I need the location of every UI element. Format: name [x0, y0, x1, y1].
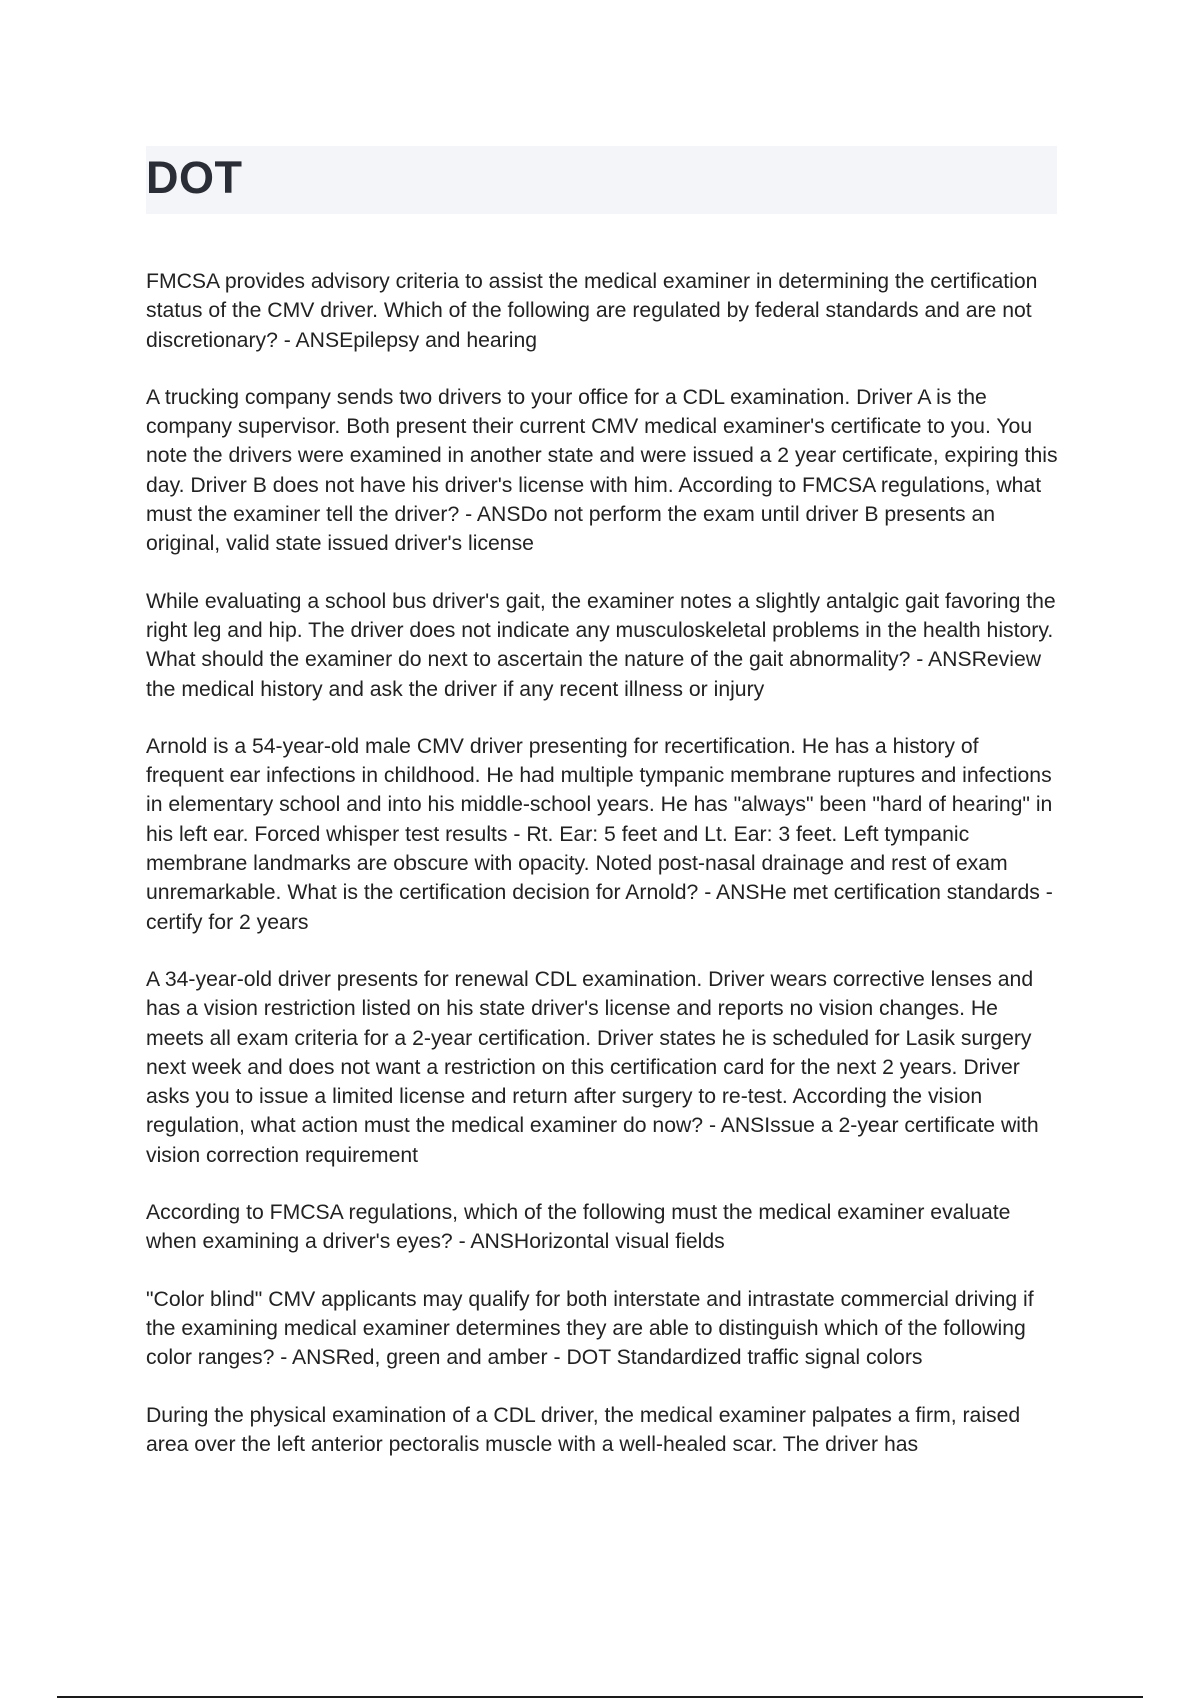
page-divider	[57, 1696, 1143, 1698]
document-body	[146, 267, 1061, 1487]
paragraph: Arnold is a 54-year-old male CMV driver presenting for recertification. He has a history of frequent ear infections in childhood. He had multiple tympanic membrane ruptures and infections in elementary school and into his middle-school years. He has "always" been "hard of hearing" in his left ear. Forced whisper test results - Rt. Ear: 5 feet and Lt. Ear: 3 feet. Left tympanic membrane landmarks are obscure with opacity. Noted post-nasal drainage and rest of exam unremarkable. What is the certification decision for Arnold? - ANSHe met certification standards - certify for 2 years	[146, 734, 1053, 934]
paragraph: A trucking company sends two drivers to your office for a CDL examination. Driver A is the company supervisor. Both present their current CMV medical examiner's certificate to you. You note the drivers were examined in another state and were issued a 2 year certificate, expiring this day. Driver B does not have his driver's license with him. According to FMCSA regulations, what must the examiner tell the driver? - ANSDo not perform the exam until driver B presents an original, valid state issued driver's license	[146, 385, 1058, 556]
paragraph: A 34-year-old driver presents for renewal CDL examination. Driver wears corrective lenses and has a vision restriction listed on his state driver's license and reports no vision changes. He meets all exam criteria for a 2-year certification. Driver states he is scheduled for Lasik surgery next week and does not want a restriction on this certification card for the next 2 years. Driver asks you to issue a limited license and return after surgery to re-test. According the vision regulation, what action must the medical examiner do now? - ANSIssue a 2-year certificate with vision correction requirement	[146, 967, 1039, 1167]
title-banner	[146, 146, 1057, 214]
paragraph: According to FMCSA regulations, which of the following must the medical examiner evaluate when examining a driver's eyes? - ANSHorizontal visual fields	[146, 1201, 1011, 1254]
paragraph: During the physical examination of a CDL driver, the medical examiner palpates a firm, raised area over the left anterior pectoralis muscle with a well-healed scar. The driver has	[146, 1403, 1021, 1456]
paragraph: "Color blind" CMV applicants may qualify for both interstate and intrastate commercial driving if the examining medical examiner determines they are able to distinguish which of the following color ranges? - ANSRed, green and amber - DOT Standardized traffic signal colors	[146, 1287, 1034, 1370]
paragraph: FMCSA provides advisory criteria to assist the medical examiner in determining the certification status of the CMV driver. Which of the following are regulated by federal standards and are not discretionary? - ANSEpilepsy and hearing	[146, 270, 1038, 352]
paragraph: While evaluating a school bus driver's gait, the examiner notes a slightly antalgic gait favoring the right leg and hip. The driver does not indicate any musculoskeletal problems in the health history. What should the examiner do next to ascertain the nature of the gait abnormality? - ANSReview the medical history and ask the driver if any recent illness or injury	[146, 589, 1056, 701]
page-title: DOT	[146, 152, 243, 203]
